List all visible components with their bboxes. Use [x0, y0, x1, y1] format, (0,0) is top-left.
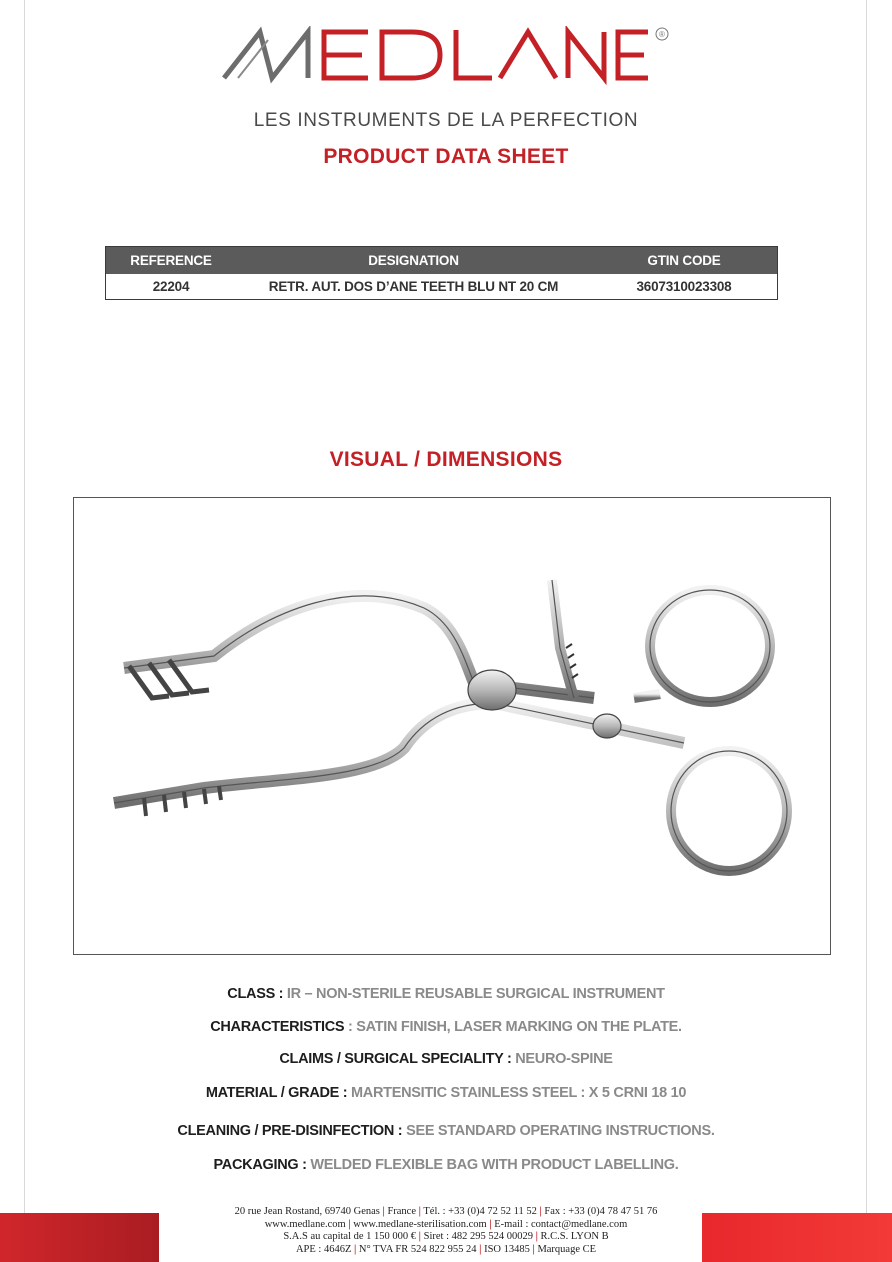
footer-capital: S.A.S au capital de 1 150 000 € — [283, 1231, 419, 1242]
footer-iso: ISO 13485 — [481, 1243, 533, 1255]
footer-address: 20 rue Jean Rostand, 69740 Genas — [234, 1206, 383, 1217]
left-border-line — [24, 0, 25, 1262]
table-row — [106, 274, 777, 299]
spec-class-label: CLASS : — [227, 986, 284, 1002]
right-border-line — [866, 0, 867, 1262]
footer-separator: | — [489, 1218, 492, 1230]
footer-contact — [0, 1206, 892, 1256]
footer-email[interactable]: E-mail : contact@medlane.com — [491, 1218, 628, 1230]
footer-line-registration — [0, 1244, 892, 1257]
spec-characteristics — [0, 1019, 892, 1035]
footer-separator: | — [418, 1231, 421, 1242]
spec-cleaning-label: CLEANING / PRE-DISINFECTION : — [177, 1123, 403, 1139]
footer-country: France — [384, 1206, 419, 1217]
footer-fax: Fax : +33 (0)4 78 47 51 76 — [541, 1206, 658, 1217]
header-reference: REFERENCE — [130, 253, 212, 268]
footer-separator: | — [348, 1218, 351, 1230]
footer-website[interactable]: www.medlane.com — [264, 1218, 349, 1230]
cell-gtin-code: 3607310023308 — [636, 279, 732, 294]
registered-mark: ® — [659, 30, 665, 39]
footer-line-web — [0, 1219, 892, 1232]
retractor-illustration — [74, 498, 830, 954]
footer-phone: Tél. : +33 (0)4 72 52 11 52 — [420, 1206, 540, 1217]
spec-characteristics-label: CHARACTERISTICS — [210, 1019, 345, 1035]
brand-tagline: LES INSTRUMENTS DE LA PERFECTION — [253, 110, 639, 131]
footer-separator: | — [382, 1206, 385, 1217]
spec-material-label: MATERIAL / GRADE : — [205, 1085, 348, 1101]
header-gtin-code: GTIN CODE — [647, 253, 721, 268]
spec-claims-value: NEURO-SPINE — [511, 1051, 613, 1067]
cell-reference: 22204 — [152, 279, 190, 294]
reference-table — [105, 246, 778, 300]
spec-class-value: IR – NON-STERILE REUSABLE SURGICAL INSTRUMENT — [283, 986, 665, 1002]
spec-claims — [0, 1051, 892, 1067]
visual-dimensions-title: VISUAL / DIMENSIONS — [329, 448, 563, 471]
footer-line-address — [0, 1206, 892, 1219]
spec-material-value: MARTENSITIC STAINLESS STEEL : X 5 CRNI 18 10 — [347, 1085, 687, 1101]
product-data-sheet-title: PRODUCT DATA SHEET — [323, 145, 569, 168]
spec-characteristics-value: : SATIN FINISH, LASER MARKING ON THE PLATE. — [344, 1019, 682, 1035]
spec-cleaning — [0, 1123, 892, 1139]
footer-separator: | — [479, 1243, 482, 1255]
footer-separator: | — [418, 1206, 421, 1217]
table-header-row — [106, 247, 777, 274]
footer-separator: | — [539, 1206, 542, 1217]
footer-ce-marking: Marquage CE — [534, 1243, 597, 1255]
cell-designation: RETR. AUT. DOS D’ANE TEETH BLU NT 20 CM — [268, 279, 559, 294]
spec-claims-label: CLAIMS / SURGICAL SPECIALITY : — [279, 1051, 512, 1067]
spec-cleaning-value: SEE STANDARD OPERATING INSTRUCTIONS. — [402, 1123, 715, 1139]
footer-line-company — [0, 1231, 892, 1244]
footer-separator: | — [353, 1243, 357, 1255]
footer-rcs: R.C.S. LYON B — [537, 1231, 609, 1242]
spec-packaging — [0, 1157, 892, 1173]
spec-packaging-label: PACKAGING : — [213, 1157, 307, 1173]
product-image-frame — [73, 497, 831, 955]
footer-ape: APE : 4646Z — [295, 1243, 354, 1255]
header-designation: DESIGNATION — [368, 253, 459, 268]
footer-separator: | — [532, 1243, 535, 1255]
spec-packaging-value: WELDED FLEXIBLE BAG WITH PRODUCT LABELLING. — [306, 1157, 679, 1173]
footer-siret: Siret : 482 295 524 00029 — [420, 1231, 536, 1242]
footer-website-sterilisation[interactable]: www.medlane-sterilisation.com — [350, 1218, 490, 1230]
footer-separator: | — [535, 1231, 538, 1242]
footer-tva: N° TVA FR 524 822 955 24 — [356, 1243, 480, 1255]
brand-logo — [0, 20, 892, 131]
spec-class — [0, 986, 892, 1002]
spec-material — [0, 1085, 892, 1101]
